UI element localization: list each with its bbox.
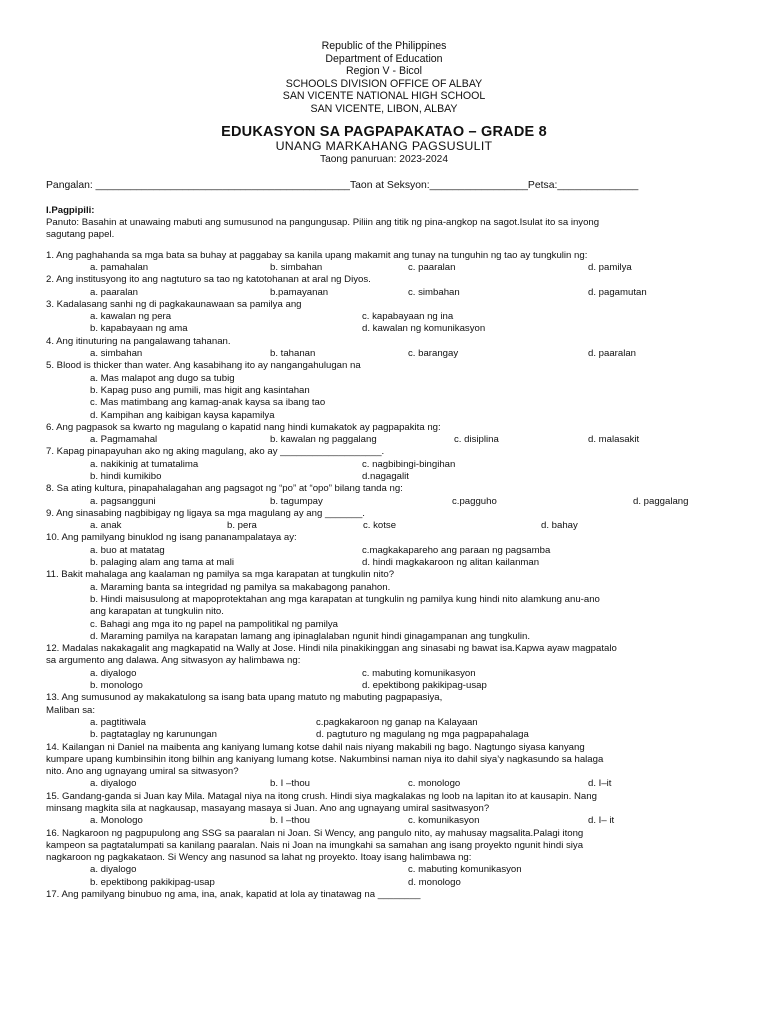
exam-title: EDUKASYON SA PAGPAPAKATAO – GRADE 8 — [221, 123, 547, 140]
answer-choices-row — [90, 815, 722, 827]
answer-choice: a. buo at matatag — [90, 544, 165, 556]
answer-choices-row — [90, 287, 722, 299]
header-line: Department of Education — [325, 52, 443, 65]
answer-choice: b. monologo — [90, 680, 143, 692]
answer-choice: a. Maraming banta sa integridad ng pamilya sa makabagong panahon. — [90, 581, 391, 593]
answer-choice: a. paaralan — [90, 286, 139, 298]
answer-choice: c. Bahagi ang mga ito ng papel na pampolitikal ng pamilya — [90, 618, 338, 630]
answer-choice: d. paaralan — [588, 348, 637, 360]
answer-choices-row — [90, 348, 722, 360]
question-text: 6. Ang pagpasok sa kwarto ng magulang o kapatid nang hindi kumakatok ay pagpapakita ng: — [46, 421, 441, 433]
question-text: 10. Ang pamilyang binuklod ng isang pananampalataya ay: — [46, 532, 297, 544]
answer-choice: d.nagagalit — [362, 470, 409, 482]
answer-choice: a. diyalogo — [90, 667, 137, 679]
answer-choice: c. mabuting komunikasyon — [408, 864, 522, 876]
question-text: 13. Ang sumusunod ay makakatulong sa isang bata upang matuto ng mabuting pagpapasiya, — [46, 692, 443, 704]
spacer — [46, 242, 722, 250]
answer-choice: c. disiplina — [454, 434, 499, 446]
answer-choice: a. nakikinig at tumatalima — [90, 458, 199, 470]
answer-choice: b. I –thou — [270, 778, 311, 790]
question-text: 5. Blood is thicker than water. Ang kasabihang ito ay nangangahulugan na — [46, 360, 361, 372]
answer-choice: b. pagtataglay ng karunungan — [90, 729, 217, 741]
header-line: SCHOOLS DIVISION OFFICE OF ALBAY — [285, 77, 483, 90]
student-info-fields: Pangalan: ____________________________________________Taon at Seksyon:_________________Petsa:______________ — [46, 180, 639, 192]
answer-choice: c. simbahan — [408, 286, 460, 298]
answer-choice: ang karapatan at tungkulin nito. — [90, 606, 224, 618]
answer-choices-row — [90, 496, 722, 508]
answer-choices-row — [90, 262, 722, 274]
instructions — [46, 217, 722, 242]
answer-choices-row — [90, 520, 722, 532]
header-line: SAN VICENTE NATIONAL HIGH SCHOOL — [282, 90, 486, 103]
answer-choice: d. epektibong pakikipag-usap — [362, 680, 487, 692]
answer-choice: d. Maraming pamilya na karapatan lamang ang ipinaglalaban ngunit hindi ginagampanan ang tungkulin. — [90, 630, 531, 642]
answer-choice: b. hindi kumikibo — [90, 470, 162, 482]
answer-choice: a. pagtitiwala — [90, 716, 146, 728]
question-text: 15. Gandang-ganda si Juan kay Mila. Matagal niya na itong crush. Hindi siya magkalakas ng loob na lapitan ito at kausapin. Nang — [46, 790, 597, 802]
answer-choices-row — [90, 668, 722, 680]
answer-choice: b. Kapag puso ang pumili, mas higit ang kasintahan — [90, 384, 310, 396]
answer-choice: c. monologo — [408, 778, 461, 790]
answer-choice: c.magkakapareho ang paraan ng pagsamba — [362, 544, 551, 556]
answer-choices-row — [90, 545, 722, 557]
answer-choice: d. malasakit — [588, 434, 640, 446]
question-list — [46, 242, 722, 902]
answer-choice: b. pera — [227, 520, 257, 532]
question-text: Maliban sa: — [46, 704, 96, 716]
answer-choice: b. epektibong pakikipag-usap — [90, 876, 215, 888]
instruction-line: Panuto: Basahin at unawaing mabuti ang sumusunod na pangungusap. Piliin ang titik ng pina-angkop na sagot.Isulat ito sa inyong — [46, 217, 600, 229]
answer-choice: b. kawalan ng paggalang — [270, 434, 377, 446]
section-heading: I.Pagpipili: — [46, 204, 95, 216]
answer-choice: c.pagguho — [452, 495, 497, 507]
answer-choice: a. Monologo — [90, 815, 143, 827]
answer-choice: c. Mas matimbang ang kamag-anak kaysa sa ibang tao — [90, 397, 326, 409]
question-text: 1. Ang paghahanda sa mga bata sa buhay at paggabay sa kanila upang makamit ang tunay na tunguhin ng tao ay tungkulin ng: — [46, 249, 588, 261]
answer-choice: a. diyalogo — [90, 864, 137, 876]
answer-choice: d. kawalan ng komunikasyon — [362, 323, 486, 335]
answer-choice: c. komunikasyon — [408, 815, 480, 827]
answer-choice: d. pamilya — [588, 261, 632, 273]
answer-choice: c. mabuting komunikasyon — [362, 667, 476, 679]
answer-choice: b. palaging alam ang tama at mali — [90, 557, 234, 569]
answer-choices-row — [90, 434, 722, 446]
question-text: 2. Ang institusyong ito ang nagtuturo sa tao ng katotohanan at aral ng Diyos. — [46, 274, 371, 286]
school-year: Taong panuruan: 2023-2024 — [319, 154, 449, 166]
answer-choices-row — [90, 864, 722, 876]
answer-choice: d. pagamutan — [588, 286, 647, 298]
question-text: 14. Kailangan ni Daniel na maibenta ang kaniyang lumang kotse dahil nais niyang makabili ng bago. Nagtungo siyasa kanyang — [46, 741, 585, 753]
answer-choice: d. paggalang — [633, 495, 689, 507]
answer-choice: b.pamayanan — [270, 286, 329, 298]
question-text: 9. Ang sinasabing nagbibigay ng ligaya sa mga magulang ay ang _______. — [46, 507, 365, 519]
answer-choices-row — [90, 323, 722, 335]
answer-choice: a. Mas malapot ang dugo sa tubig — [90, 372, 235, 384]
question-text: 16. Nagkaroon ng pagpupulong ang SSG sa paaralan ni Joan. Si Wency, ang pangulo nito, ay mahusay magsalita.Palagi itong — [46, 827, 584, 839]
answer-choice: c.pagkakaroon ng ganap na Kalayaan — [316, 716, 478, 728]
question-text: sa argumento ang dalawa. Ang sitwasyon ay halimbawa ng: — [46, 655, 301, 667]
answer-choice: d. Kampihan ang kaibigan kaysa kapamilya — [90, 409, 275, 421]
header-line: Republic of the Philippines — [321, 40, 447, 52]
question-text: kumpare upang kumbinsihin itong bilhin ang kaniyang lumang kotse. Nakumbinsi naman niya ito dahil siya’y nagkasundo sa halaga — [46, 753, 604, 765]
answer-choice: a. simbahan — [90, 348, 143, 360]
question-text: 17. Ang pamilyang binubuo ng ama, ina, anak, kapatid at lola ay tinatawag na ________ — [46, 889, 421, 901]
school-header — [46, 40, 722, 116]
answer-choices-row — [90, 311, 722, 323]
question-text: kampeon sa pagtatalumpati sa kanilang paaralan. Nais ni Joan na imungkahi sa samahan ang isang proyekto ngunit hindi siya — [46, 839, 584, 851]
answer-choice: d. monologo — [408, 876, 461, 888]
answer-choice: d. I–it — [588, 778, 612, 790]
answer-choices-row — [90, 877, 722, 889]
question-text: 8. Sa ating kultura, pinapahalagahan ang pagsagot ng “po” at “opo” bilang tanda ng: — [46, 483, 403, 495]
answer-choice: b. simbahan — [270, 261, 323, 273]
answer-choice: c. kapabayaan ng ina — [362, 311, 454, 323]
answer-choices-row — [90, 729, 722, 741]
answer-choice: a. pagsangguni — [90, 495, 156, 507]
answer-choice: c. paaralan — [408, 261, 456, 273]
answer-choices-row — [90, 680, 722, 692]
question-text: 11. Bakit mahalaga ang kaalaman ng pamilya sa mga karapatan at tungkulin nito? — [46, 569, 395, 581]
answer-choices-row — [90, 778, 722, 790]
answer-choice: a. pamahalan — [90, 261, 149, 273]
answer-choice: a. Pagmamahal — [90, 434, 158, 446]
question-text: 7. Kapag pinapayuhan ako ng aking magulang, ako ay ___________________. — [46, 446, 385, 458]
answer-choice: c. nagbibingi-bingihan — [362, 458, 456, 470]
question-text: nito. Ano ang ugnayang umiral sa sitwasyon? — [46, 766, 239, 778]
answer-choice: b. I –thou — [270, 815, 311, 827]
answer-choices-row — [90, 717, 722, 729]
answer-choices-row — [90, 471, 722, 483]
answer-choice: b. kapabayaan ng ama — [90, 323, 188, 335]
header-line: Region V - Bicol — [346, 65, 422, 78]
exam-subtitle: UNANG MARKAHANG PAGSUSULIT — [275, 138, 493, 153]
answer-choice: b. Hindi maisusulong at mapoprotektahan ang mga karapatan at tungkulin ng pamilya kung hindi nito alamkung anu-ano — [90, 593, 600, 605]
answer-choice: a. diyalogo — [90, 778, 137, 790]
answer-choice: d. hindi magkakaroon ng alitan kailanman — [362, 557, 540, 569]
answer-choices-row — [90, 459, 722, 471]
question-text: 12. Madalas nakakagalit ang magkapatid na Wally at Jose. Hindi nila pinakikinggan ang sinasabi ng bawat isa.Kapwa ayaw magpatalo — [46, 643, 617, 655]
answer-choice: b. tahanan — [270, 348, 316, 360]
answer-choice: a. anak — [90, 520, 122, 532]
header-line: SAN VICENTE, LIBON, ALBAY — [310, 102, 458, 115]
answer-choice: d. I– it — [588, 815, 615, 827]
answer-choice: c. barangay — [408, 348, 459, 360]
question-text: nagkaroon ng pagkakataon. Si Wency ang nasunod sa lahat ng proyekto. Itoay isang halimbawa ng: — [46, 852, 472, 864]
answer-choices-row — [90, 557, 722, 569]
answer-choice: a. kawalan ng pera — [90, 311, 172, 323]
question-text: minsang magkita sila at nagkausap, masayang masaya si Juan. Ano ang ugnayang umiral sasitwasyon? — [46, 803, 490, 814]
answer-choice: d. pagtuturo ng magulang ng mga pagpapahalaga — [316, 729, 529, 741]
question-text: 4. Ang itinuturing na pangalawang tahanan. — [46, 335, 231, 347]
answer-choice: b. tagumpay — [270, 495, 323, 507]
question-text: 3. Kadalasang sanhi ng di pagkakaunawaan sa pamilya ang — [46, 298, 302, 310]
answer-choice: c. kotse — [363, 520, 397, 532]
instruction-line: sagutang papel. — [46, 229, 115, 241]
answer-choice: d. bahay — [541, 520, 578, 532]
